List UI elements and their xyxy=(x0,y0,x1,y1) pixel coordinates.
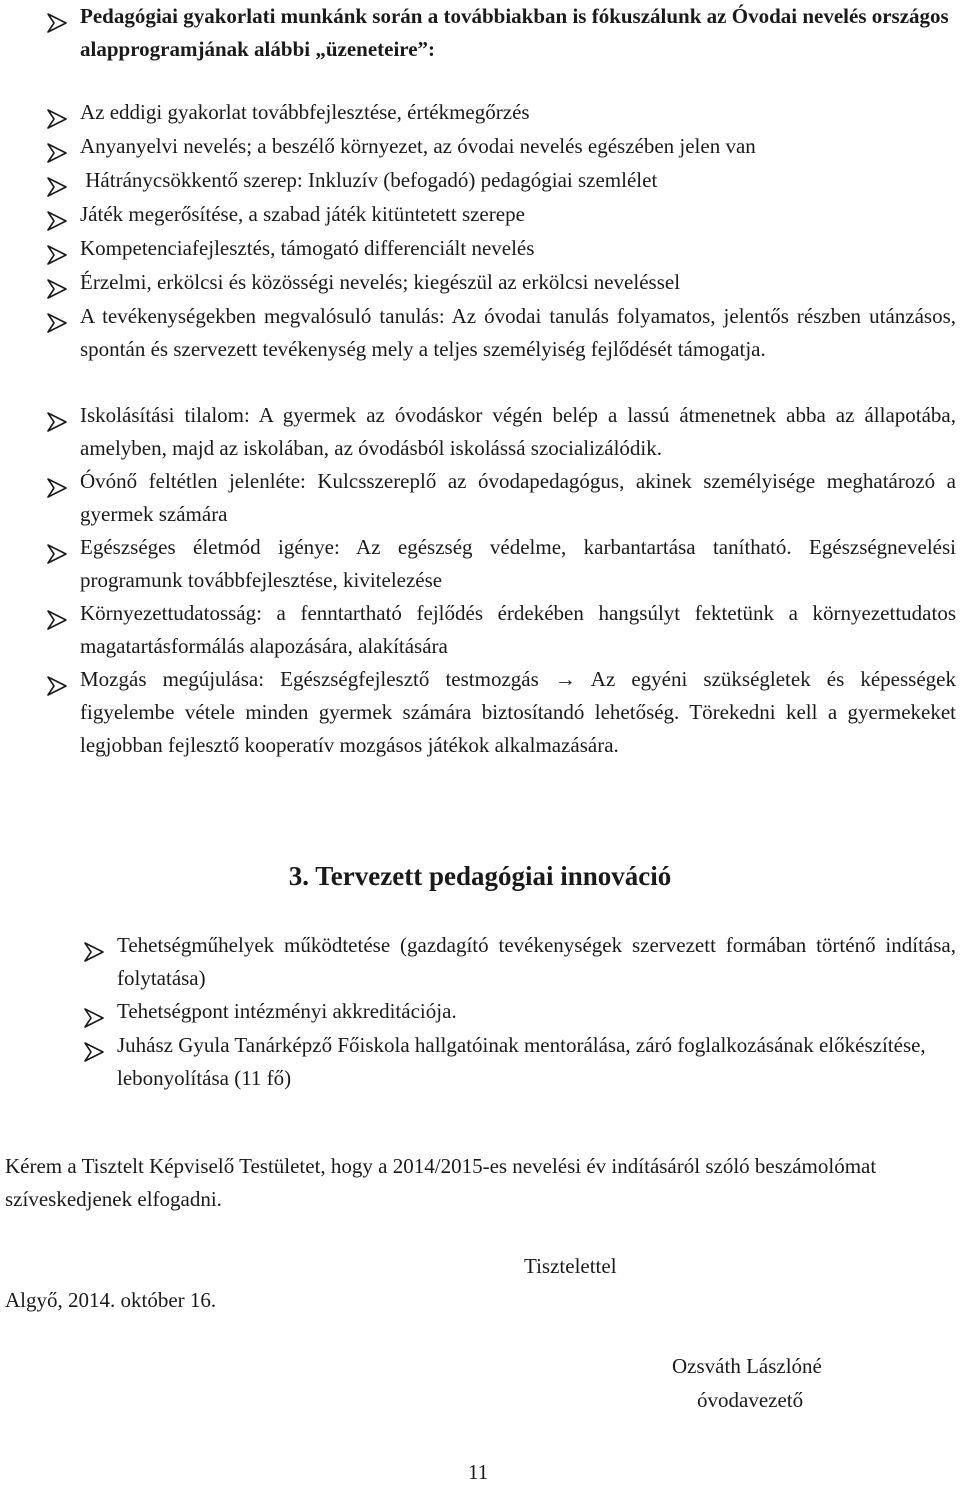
arrow-bullet-icon xyxy=(46,176,68,198)
list-item-text: Mozgás megújulása: Egészségfejlesztő testmozgás → Az egyéni szükségletek és képességek figyelembe vétele minden gyermek számára biztosítandó lehetőség. Törekedni kell a gyermekeket legjobban fejlesztő kooperatív mozgásos játékok alkalmazására. xyxy=(80,667,956,757)
arrow-bullet-icon xyxy=(46,244,68,266)
list-item-text: Kompetenciafejlesztés, támogató differenciált nevelés xyxy=(80,236,535,260)
arrow-bullet-icon xyxy=(83,1041,105,1063)
signatory-name: Ozsváth Lászlóné xyxy=(672,1354,822,1378)
section-title: 3. Tervezett pedagógiai innováció xyxy=(288,861,672,891)
list-item-text: Óvónő feltétlen jelenléte: Kulcsszereplő az óvodapedagógus, akinek személyisége meghatározó a gyermek számára xyxy=(80,469,956,526)
list-item-text: Pedagógiai gyakorlati munkánk során a továbbiakban is fókuszálunk az Óvodai nevelés országos alapprogramjának alábbi „üzeneteire”: xyxy=(80,4,949,61)
list-item-text: Érzelmi, erkölcsi és közösségi nevelés; kiegészül az erkölcsi neveléssel xyxy=(80,270,681,294)
list-item-text: Környezettudatosság: a fenntartható fejlődés érdekében hangsúlyt fektetünk a környezettudatos magatartásformálás alapozására, alakítására xyxy=(80,601,956,658)
arrow-bullet-icon xyxy=(83,941,105,963)
list-item-text: Hátránycsökkentő szerep: Inkluzív (befogadó) pedagógiai szemlélet xyxy=(80,168,658,192)
arrow-bullet-icon xyxy=(46,210,68,232)
arrow-bullet-icon xyxy=(46,142,68,164)
place-date: Algyő, 2014. október 16. xyxy=(5,1288,217,1312)
request-paragraph: Kérem a Tisztelt Képviselő Testületet, hogy a 2014/2015-es nevelési év indításáról szóló beszámolómat szíveskedjenek elfogadni. xyxy=(5,1154,877,1211)
arrow-bullet-icon xyxy=(46,675,68,697)
arrow-bullet-icon xyxy=(46,278,68,300)
arrow-bullet-icon xyxy=(46,543,68,565)
list-item-text: Juhász Gyula Tanárképző Főiskola hallgatóinak mentorálása, záró foglalkozásának előkészítése, lebonyolítása (11 fő) xyxy=(117,1033,926,1090)
arrow-bullet-icon xyxy=(46,108,68,130)
page-number: 11 xyxy=(468,1460,489,1484)
arrow-bullet-icon xyxy=(46,12,68,34)
list-item-text: Anyanyelvi nevelés; a beszélő környezet, az óvodai nevelés egészében jelen van xyxy=(80,134,756,158)
list-item-text: Egészséges életmód igénye: Az egészség védelme, karbantartása tanítható. Egészségnevelési programunk továbbfejlesztése, kivitelezése xyxy=(80,535,956,592)
arrow-bullet-icon xyxy=(46,477,68,499)
arrow-bullet-icon xyxy=(46,312,68,334)
list-item-text: Játék megerősítése, a szabad játék kitüntetett szerepe xyxy=(80,202,525,226)
arrow-bullet-icon xyxy=(46,609,68,631)
list-item-text: Iskolásítási tilalom: A gyermek az óvodáskor végén belép a lassú átmenetnek abba az állapotába, amelyben, majd az iskolában, az óvodásból iskolássá szocializálódik. xyxy=(80,403,956,460)
list-item-text: Tehetségműhelyek működtetése (gazdagító tevékenységek szervezett formában történő indítása, folytatása) xyxy=(117,933,956,990)
arrow-bullet-icon xyxy=(46,411,68,433)
signatory-title: óvodavezető xyxy=(697,1388,804,1412)
list-item-text: A tevékenységekben megvalósuló tanulás: Az óvodai tanulás folyamatos, jelentős részben utánzásos, spontán és szervezett tevékenység mely a teljes személyiség fejlődését támogatja. xyxy=(80,304,956,361)
list-item-text: Az eddigi gyakorlat továbbfejlesztése, értékmegőrzés xyxy=(80,100,530,124)
closing-salutation: Tisztelettel xyxy=(524,1254,617,1278)
list-item-text: Tehetségpont intézményi akkreditációja. xyxy=(117,999,457,1023)
arrow-bullet-icon xyxy=(83,1007,105,1029)
